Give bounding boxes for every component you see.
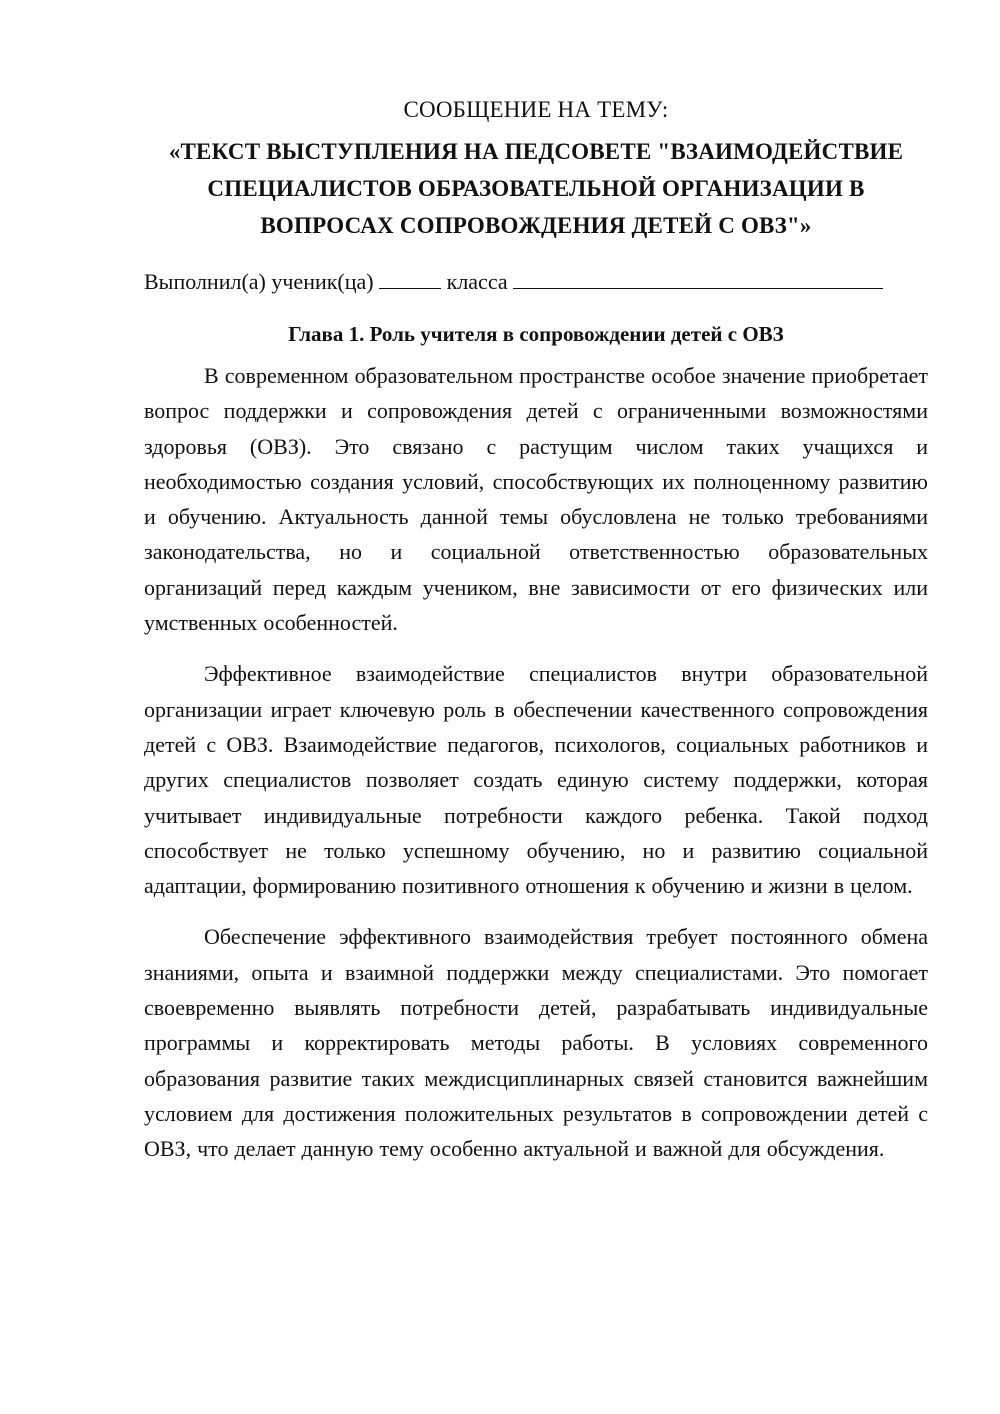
body-paragraph-3: Обеспечение эффективного взаимодействия требует постоянного обмена знаниями, опыта и взаимной поддержки между специалистами. Это помогает своевременно выявлять потребности детей, разрабатывать индивидуальные программы и корректировать методы работы. В условиях современного образования развитие таких междисциплинарных связей становится важнейшим условием для достижения положительных результатов в сопровождении детей с ОВЗ, что делает данную тему особенно актуальной и важной для обсуждения.	[144, 924, 928, 1162]
body-paragraph-1: В современном образовательном пространстве особое значение приобретает вопрос поддержки и сопровождения детей с ограниченными возможностями здоровья (ОВЗ). Это связано с растущим числом таких учащихся и необходимостью создания условий, способствующих их полноценному развитию и обучению. Актуальность данной темы обусловлена не только требованиями законодательства, но и социальной ответственностью образовательных организаций перед каждым учеником, вне зависимости от его физических или умственных особенностей.	[144, 363, 928, 636]
body-paragraph-2: Эффективное взаимодействие специалистов внутри образовательной организации играет ключевую роль в обеспечении качественного сопровождения детей с ОВЗ. Взаимодействие педагогов, психологов, социальных работников и других специалистов позволяет создать единую систему поддержки, которая учитывает индивидуальные потребности каждого ребенка. Такой подход способствует не только успешному обучению, но и развитию социальной адаптации, формированию позитивного отношения к обучению и жизни в целом.	[144, 661, 928, 899]
document-title: «ТЕКСТ ВЫСТУПЛЕНИЯ НА ПЕДСОВЕТЕ "ВЗАИМОДЕЙСТВИЕ СПЕЦИАЛИСТОВ ОБРАЗОВАТЕЛЬНОЙ ОРГАНИЗАЦИИ В ВОПРОСАХ СОПРОВОЖДЕНИЯ ДЕТЕЙ С ОВЗ"»	[168, 139, 904, 238]
document-kicker: СООБЩЕНИЕ НА ТЕМУ:	[403, 97, 669, 122]
author-class-label: класса	[446, 269, 508, 294]
author-prefix: Выполнил(а) ученик(ца)	[144, 269, 374, 294]
author-line	[144, 266, 928, 298]
class-name-blank	[513, 268, 883, 289]
chapter-heading: Глава 1. Роль учителя в сопровождении детей с ОВЗ	[288, 322, 784, 346]
document-page	[144, 93, 928, 1183]
class-number-blank	[379, 268, 441, 289]
